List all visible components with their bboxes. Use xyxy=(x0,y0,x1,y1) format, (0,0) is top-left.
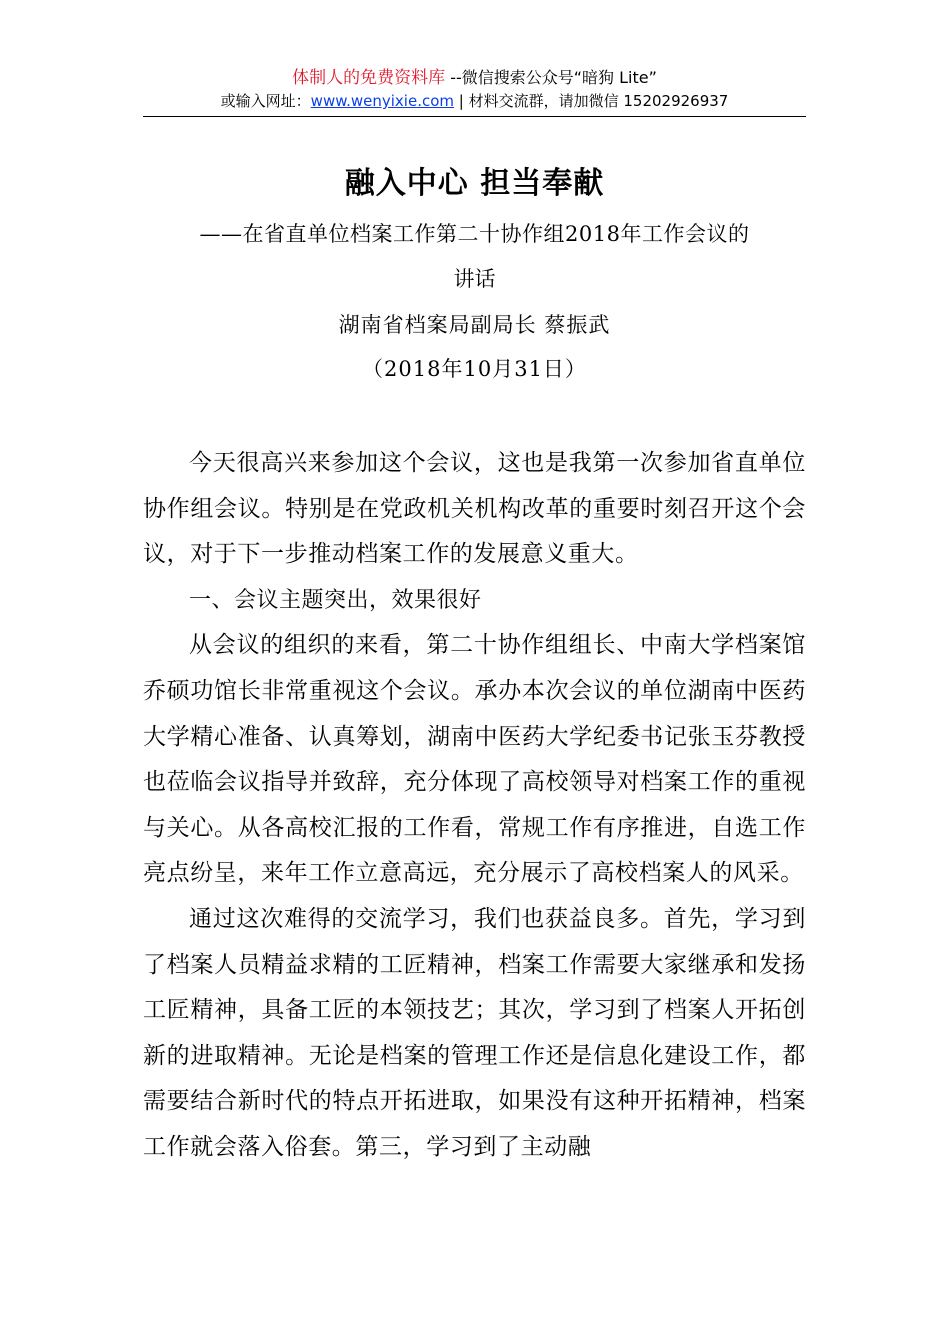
document-date: （2018年10月31日） xyxy=(362,357,587,381)
paragraph: 从会议的组织的来看，第二十协作组组长、中南大学档案馆乔硕功馆长非常重视这个会议。承办本次会议的单位湖南中医药大学精心准备、认真筹划，湖南中医药大学纪委书记张玉芬教授也莅临会议指导并致辞，充分体现了高校领导对档案工作的重视与关心。从各高校汇报的工作看，常规工作有序推进，自选工作亮点纷呈，来年工作立意高远，充分展示了高校档案人的风采。 xyxy=(143,632,806,887)
site-name: 体制人的免费资料库 xyxy=(292,68,446,88)
wechat-text: --微信搜索公众号“暗狗 Lite” xyxy=(445,68,657,87)
header-promo-line xyxy=(143,66,806,90)
document-subtitle-line2: 讲话 xyxy=(453,267,496,291)
document-title: 融入中心 担当奉献 xyxy=(344,166,605,201)
paragraph: 今天很高兴来参加这个会议，这也是我第一次参加省直单位协作组会议。特别是在党政机关机构改革的重要时刻召开这个会议，对于下一步推动档案工作的发展意义重大。 xyxy=(143,450,806,568)
website-link[interactable]: www.wenyixie.com xyxy=(310,92,454,110)
document-subtitle-line1: ——在省直单位档案工作第二十协作组2018年工作会议的 xyxy=(199,222,750,246)
paragraph: 通过这次难得的交流学习，我们也获益良多。首先，学习到了档案人员精益求精的工匠精神，档案工作需要大家继承和发扬工匠精神，具备工匠的本领技艺；其次，学习到了档案人开拓创新的进取精神。无论是档案的管理工作还是信息化建设工作，都需要结合新时代的特点开拓进取，如果没有这种开拓精神，档案工作就会落入俗套。第三，学习到了主动融 xyxy=(143,905,806,1160)
url-prefix: 或输入网址： xyxy=(220,92,311,110)
page-header xyxy=(143,66,806,112)
contact-text: | 材料交流群，请加微信 15202926937 xyxy=(454,92,729,110)
header-divider xyxy=(143,116,806,117)
section-heading: 一、会议主题突出，效果很好 xyxy=(189,587,482,613)
document-body xyxy=(143,441,806,1171)
document-author: 湖南省档案局副局长 蔡振武 xyxy=(338,313,611,337)
header-contact-line xyxy=(143,90,806,112)
